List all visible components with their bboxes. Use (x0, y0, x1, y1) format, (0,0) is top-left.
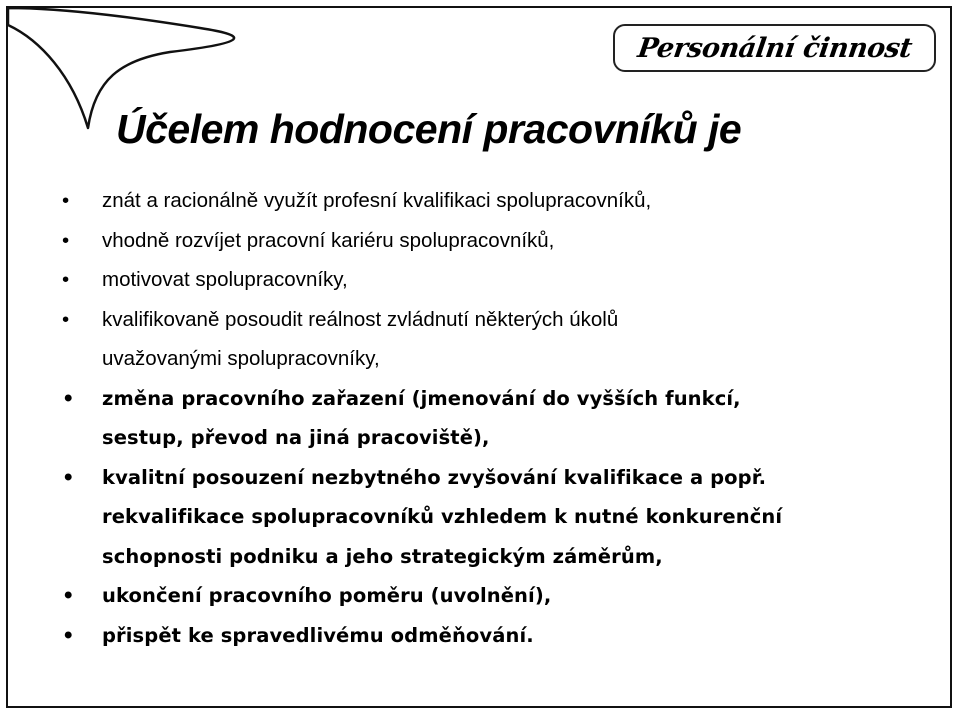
bullet-list (62, 181, 942, 655)
list-item-text: rekvalifikace spolupracovníků vzhledem k nutné konkurenční (102, 505, 783, 528)
section-header-label: Personální činnost (635, 32, 914, 64)
bullet-icon: • (62, 228, 70, 252)
bullet-icon: • (62, 268, 70, 291)
list-item-text: přispět ke spravedlivému odměňování. (102, 623, 534, 647)
list-item (62, 221, 942, 261)
list-item-text: ukončení pracovního poměru (uvolnění), (102, 584, 552, 607)
bullet-icon: • (62, 307, 70, 331)
list-item-text: kvalifikovaně posoudit reálnost zvládnutí některých úkolů (102, 307, 619, 331)
bullet-icon: • (62, 465, 75, 489)
list-item (62, 458, 942, 577)
bullet-icon: • (62, 189, 70, 212)
list-item-text: kvalitní posouzení nezbytného zvyšování kvalifikace a popř. (102, 465, 767, 489)
slide-title: Účelem hodnocení pracovníků je (116, 106, 742, 152)
list-item-text: sestup, převod na jiná pracoviště), (102, 426, 490, 449)
section-header-box (613, 24, 936, 72)
list-item-text: změna pracovního zařazení (jmenování do vyšších funkcí, (102, 386, 741, 410)
list-item (62, 379, 942, 458)
list-item-text: motivovat spolupracovníky, (102, 268, 348, 291)
bullet-icon: • (62, 623, 75, 647)
list-item-text: vhodně rozvíjet pracovní kariéru spolupracovníků, (102, 228, 555, 252)
bullet-icon: • (62, 584, 75, 607)
list-item (62, 260, 942, 300)
list-item-text: uvažovanými spolupracovníky, (102, 347, 380, 370)
list-item (62, 300, 942, 379)
list-item-text: znát a racionálně využít profesní kvalifikaci spolupracovníků, (102, 189, 652, 212)
list-item (62, 181, 942, 221)
list-item (62, 576, 942, 616)
bullet-icon: • (62, 386, 75, 410)
list-item (62, 616, 942, 656)
list-item-text: schopnosti podniku a jeho strategickým záměrům, (102, 544, 663, 568)
